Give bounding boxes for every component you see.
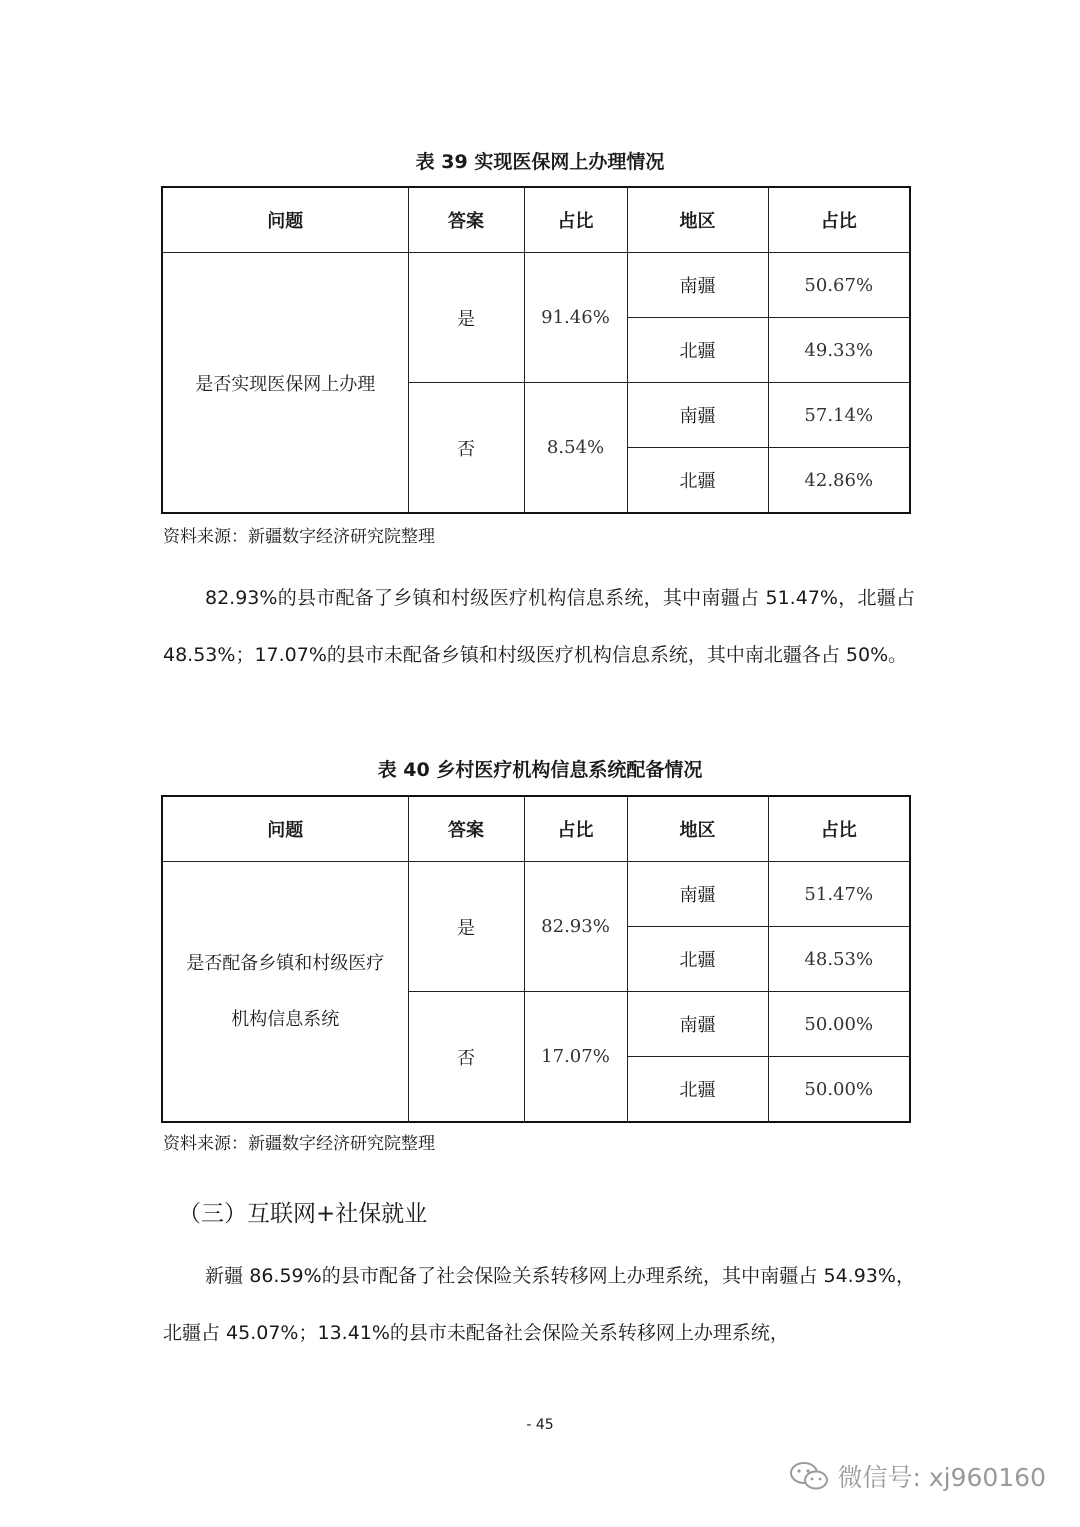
region-north: 北疆 [627, 318, 768, 383]
region-north: 北疆 [627, 1057, 768, 1123]
question-cell: 是否实现医保网上办理 [162, 253, 408, 514]
watermark-text: 微信号: xj960160 [837, 1463, 1046, 1492]
paragraph-1: 82.93%的县市配备了乡镇和村级医疗机构信息系统，其中南疆占 51.47%，北疆占 48.53%；17.07%的县市未配备乡镇和村级医疗机构信息系统，其中南北疆各占 50%。 [163, 587, 915, 666]
table40 [161, 795, 911, 1123]
region-north-ratio: 42.86% [768, 448, 910, 514]
table-header-row [162, 796, 910, 862]
header-region-ratio: 占比 [768, 796, 910, 862]
header-ratio: 占比 [524, 187, 627, 253]
header-region: 地区 [627, 187, 768, 253]
header-ratio: 占比 [524, 796, 627, 862]
answer-yes: 是 [408, 253, 524, 383]
header-region-ratio: 占比 [768, 187, 910, 253]
region-south-ratio: 57.14% [768, 383, 910, 448]
region-north-ratio: 50.00% [768, 1057, 910, 1123]
region-south: 南疆 [627, 383, 768, 448]
answer-yes: 是 [408, 862, 524, 992]
answer-no: 否 [408, 383, 524, 514]
region-south-ratio: 50.67% [768, 253, 910, 318]
ratio-yes: 82.93% [524, 862, 627, 992]
region-north-ratio: 49.33% [768, 318, 910, 383]
region-south-ratio: 51.47% [768, 862, 910, 927]
table-row [162, 862, 910, 927]
region-south: 南疆 [627, 992, 768, 1057]
region-south: 南疆 [627, 253, 768, 318]
table-header-row [162, 187, 910, 253]
header-region: 地区 [627, 796, 768, 862]
header-answer: 答案 [408, 796, 524, 862]
table-row [162, 253, 910, 318]
page-number: - 45 [526, 1417, 554, 1433]
ratio-no: 8.54% [524, 383, 627, 514]
watermark [789, 1458, 1046, 1494]
table40-caption: 表 40 乡村医疗机构信息系统配备情况 [377, 759, 703, 781]
answer-no: 否 [408, 992, 524, 1123]
question-line-1: 是否配备乡镇和村级医疗 [186, 952, 385, 974]
region-south: 南疆 [627, 862, 768, 927]
question-line-2: 机构信息系统 [231, 1008, 340, 1030]
region-north: 北疆 [627, 448, 768, 514]
ratio-no: 17.07% [524, 992, 627, 1123]
table39-source: 资料来源：新疆数字经济研究院整理 [163, 527, 435, 547]
region-north: 北疆 [627, 927, 768, 992]
ratio-yes: 91.46% [524, 253, 627, 383]
header-question: 问题 [162, 796, 408, 862]
region-north-ratio: 48.53% [768, 927, 910, 992]
table39 [161, 186, 911, 514]
header-question: 问题 [162, 187, 408, 253]
header-answer: 答案 [408, 187, 524, 253]
region-south-ratio: 50.00% [768, 992, 910, 1057]
section-title: （三）互联网+社保就业 [178, 1201, 428, 1227]
question-cell [162, 862, 408, 1123]
wechat-icon [789, 1461, 829, 1491]
table39-caption: 表 39 实现医保网上办理情况 [415, 151, 665, 173]
table40-source: 资料来源：新疆数字经济研究院整理 [163, 1134, 435, 1154]
paragraph-2: 新疆 86.59%的县市配备了社会保险关系转移网上办理系统，其中南疆占 54.93%，北疆占 45.07%；13.41%的县市未配备社会保险关系转移网上办理系统， [163, 1265, 915, 1344]
